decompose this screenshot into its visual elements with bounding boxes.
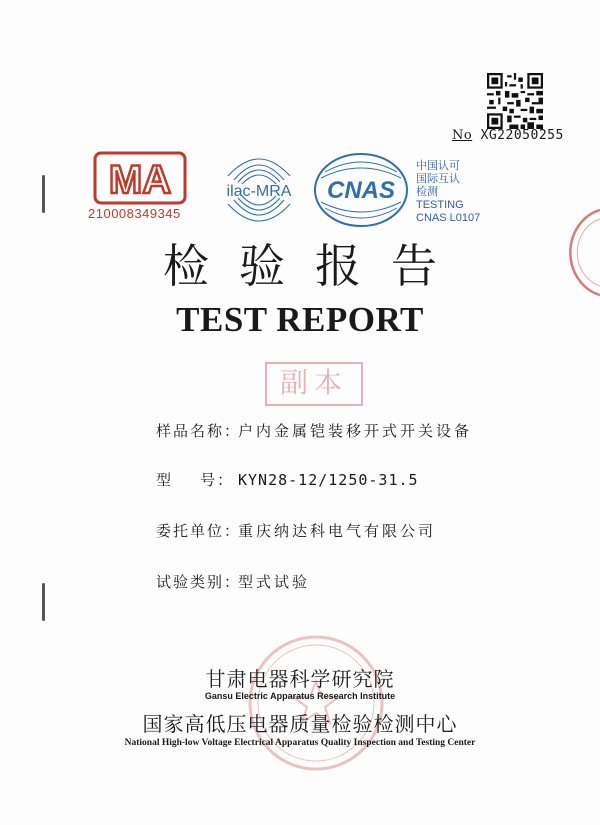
testing-center-english: National High-low Voltage Electrical Apparatus Quality Inspection and Testing Center xyxy=(124,738,476,748)
binder-mark-top xyxy=(42,175,45,213)
report-number-prefix: No xyxy=(452,128,473,143)
cnas-accreditation-text xyxy=(416,160,480,225)
field-test-type xyxy=(156,571,310,592)
field-value: 户内金属铠装移开式开关设备 xyxy=(238,422,473,440)
qr-code xyxy=(487,73,543,129)
report-title-chinese: 检验报告 xyxy=(163,239,467,293)
field-client xyxy=(156,520,436,541)
report-title-english: TEST REPORT xyxy=(176,300,424,339)
ilac-mra-logo xyxy=(214,148,304,234)
report-number-value: XG22050255 xyxy=(480,128,564,143)
ma-certification-logo xyxy=(92,150,188,206)
cnas-info-line: 检测 xyxy=(416,186,438,198)
field-value: 重庆纳达科电气有限公司 xyxy=(238,522,437,540)
ilac-logo-text: ilac-MRA xyxy=(226,183,292,200)
field-label: 试验类别： xyxy=(156,573,242,591)
testing-center-chinese: 国家高低压电器质量检验检测中心 xyxy=(142,712,458,736)
field-sample-name xyxy=(156,420,472,441)
cnas-info-line: 中国认可 xyxy=(416,160,460,172)
report-number xyxy=(452,128,564,143)
institute-name-english: Gansu Electric Apparatus Research Institute xyxy=(204,691,396,701)
field-value: 型式试验 xyxy=(238,573,311,591)
cnas-info-line: CNAS L0107 xyxy=(416,212,481,224)
cnas-logo-text: CNAS xyxy=(326,177,396,204)
ma-certificate-number: 210008349345 xyxy=(88,206,181,221)
binder-mark-bottom xyxy=(42,583,45,621)
copy-stamp: 副本 xyxy=(265,362,363,406)
ma-logo-text: MA xyxy=(108,158,172,202)
cnas-logo xyxy=(311,150,411,230)
institute-red-seal xyxy=(246,633,386,773)
field-label: 委托单位： xyxy=(156,522,242,540)
field-value: KYN28-12/1250-31.5 xyxy=(238,471,419,489)
cnas-info-line: 国际互认 xyxy=(416,173,460,185)
institute-name-chinese: 甘肃电器科学研究院 xyxy=(205,667,395,691)
field-label: 型 号： xyxy=(156,471,235,489)
cnas-info-line: TESTING xyxy=(416,199,464,211)
field-label: 样品名称： xyxy=(156,422,242,440)
field-model xyxy=(156,469,419,490)
